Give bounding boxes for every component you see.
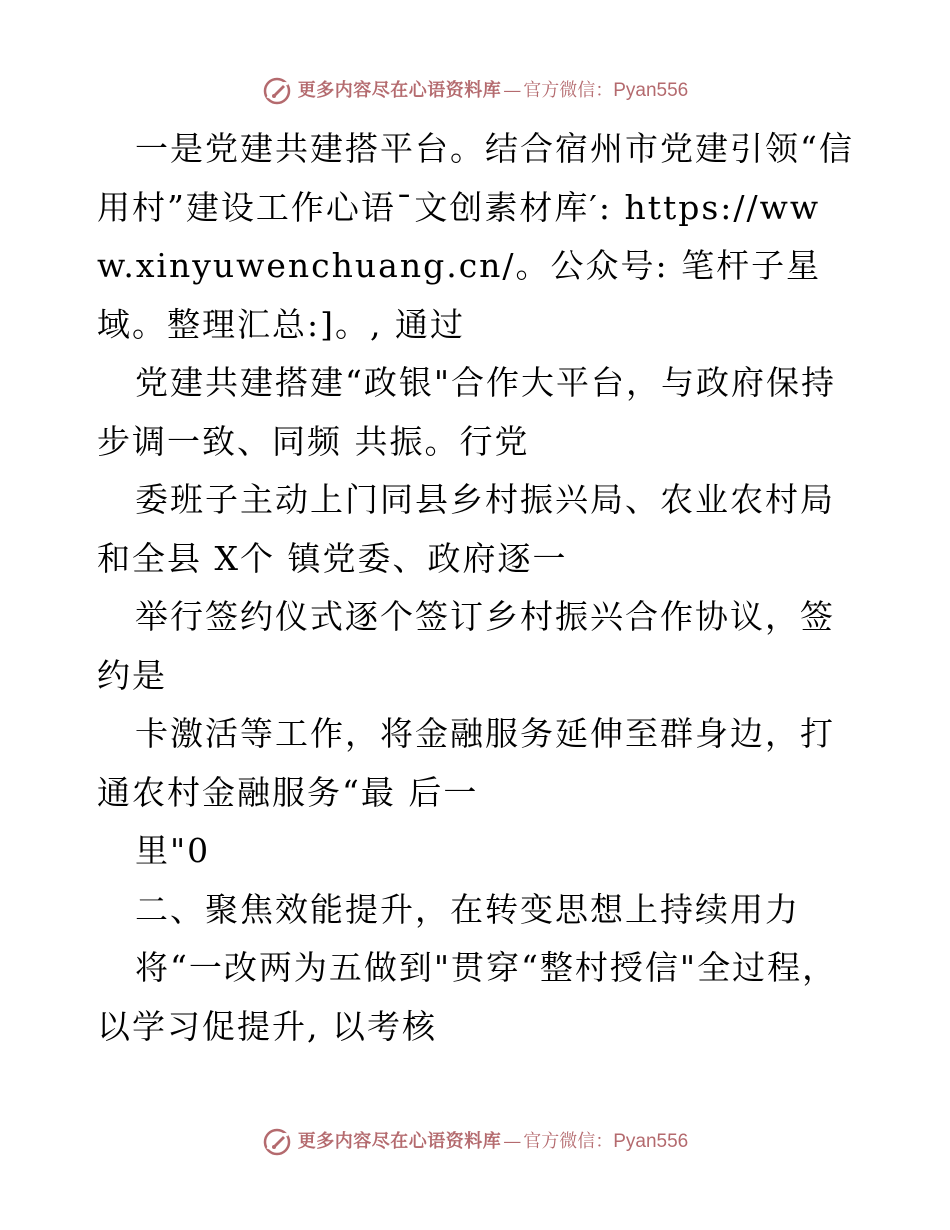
paragraph-8: 将“一改两为五做到"贯穿“整村授信"全过程，以学习促提升, 以考核 bbox=[97, 948, 838, 1046]
header-watermark-banner bbox=[0, 76, 950, 106]
paragraph-6: 里"0 bbox=[135, 831, 211, 870]
banner-separator: — bbox=[503, 1131, 522, 1152]
paragraph-1: 一是党建共建搭平台。结合宿州市党建引领“信用村”建设工作心语¯文创素材库′: https://www.xinyuwenchuang.cn/。公众号: 笔杆子星域。整理汇总:]。, 通过 bbox=[97, 129, 854, 344]
banner-label: 官方微信： bbox=[523, 1131, 614, 1152]
document-body bbox=[97, 120, 857, 1056]
banner-label: 官方微信： bbox=[523, 80, 614, 101]
banner-wechat-id: Pyan556 bbox=[613, 1131, 689, 1152]
banner-separator: — bbox=[503, 80, 522, 101]
banner-main-text: 更多内容尽在心语资料库 bbox=[297, 1131, 502, 1152]
pen-nib-swirl-icon bbox=[262, 1127, 292, 1157]
paragraph-2: 党建共建搭建“政银"合作大平台，与政府保持步调一致、同频 共振。行党 bbox=[97, 363, 837, 461]
banner-wechat-id: Pyan556 bbox=[613, 80, 689, 101]
banner-main-text: 更多内容尽在心语资料库 bbox=[297, 80, 502, 101]
pen-nib-swirl-icon bbox=[262, 76, 292, 106]
paragraph-4: 举行签约仪式逐个签订乡村振兴合作协议，签约是 bbox=[97, 597, 835, 695]
section-heading: 二、聚焦效能提升，在转变思想上持续用力 bbox=[135, 889, 800, 929]
paragraph-3: 委班子主动上门同县乡村振兴局、农业农村局和全县 X个 镇党委、政府逐一 bbox=[97, 480, 835, 578]
footer-watermark-banner bbox=[0, 1127, 950, 1157]
paragraph-5: 卡激活等工作，将金融服务延伸至群身边，打通农村金融服务“最 后一 bbox=[97, 714, 835, 812]
